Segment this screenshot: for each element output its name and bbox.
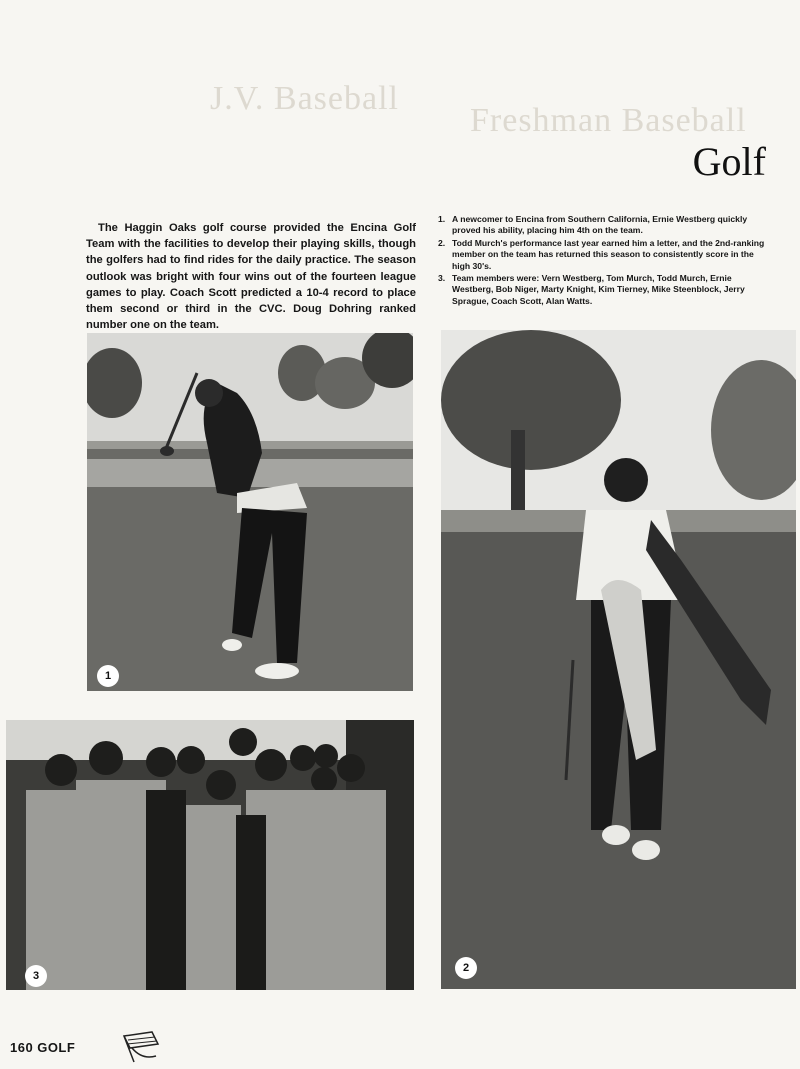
page-footer [10,1040,75,1055]
page-title: Golf [692,139,766,184]
caption-number: 3. [438,273,446,284]
caption-number: 1. [438,214,446,224]
caption-item [438,238,770,272]
caption-number: 2. [438,237,446,248]
photo-golfer-walking [441,330,796,989]
photo-golfer-swing [87,333,413,691]
ghost-heading-jv-baseball: J.V. Baseball [210,80,399,117]
caption-text: A newcomer to Encina from Southern California, Ernie Westberg quickly proved his ability, placing him 4th on the team. [452,214,748,236]
section-name: GOLF [37,1040,76,1055]
photo-number-badge: 1 [97,665,119,687]
page-number: 160 [10,1040,34,1055]
team-group-illustration [6,720,414,990]
photo-number-badge: 3 [25,965,47,987]
caption-text: Team members were: Vern Westberg, Tom Murch, Todd Murch, Ernie Westberg, Bob Niger, Marty Knight, Kim Tierney, Mike Steenblock, Jerry Sprague, Coach Scott, Alan Watts. [452,273,745,306]
photo-team-group [6,720,414,990]
photo-captions [438,214,770,308]
intro-paragraph: The Haggin Oaks golf course provided the Encina Golf Team with the facilities to develop their playing skills, though the golfers had to find rides for the daily practice. The season outlook was bright with four wins out of the fourteen league games to play. Coach Scott predicted a 10-4 record to place them second or third in the CVC. Doug Dohring ranked number one on the team. [86,222,416,332]
caption-text: Todd Murch's performance last year earned him a letter, and the 2nd-ranking member on the team has returned this season to consistently score in the high 30's. [452,237,765,271]
golfer-walking-illustration [441,330,796,989]
caption-item [438,214,770,237]
photo-number-badge: 2 [455,957,477,979]
flag-logo-icon [122,1030,162,1064]
golfer-swing-illustration [87,333,413,691]
caption-item [438,273,770,307]
ghost-heading-freshman-baseball: Freshman Baseball [470,102,747,139]
